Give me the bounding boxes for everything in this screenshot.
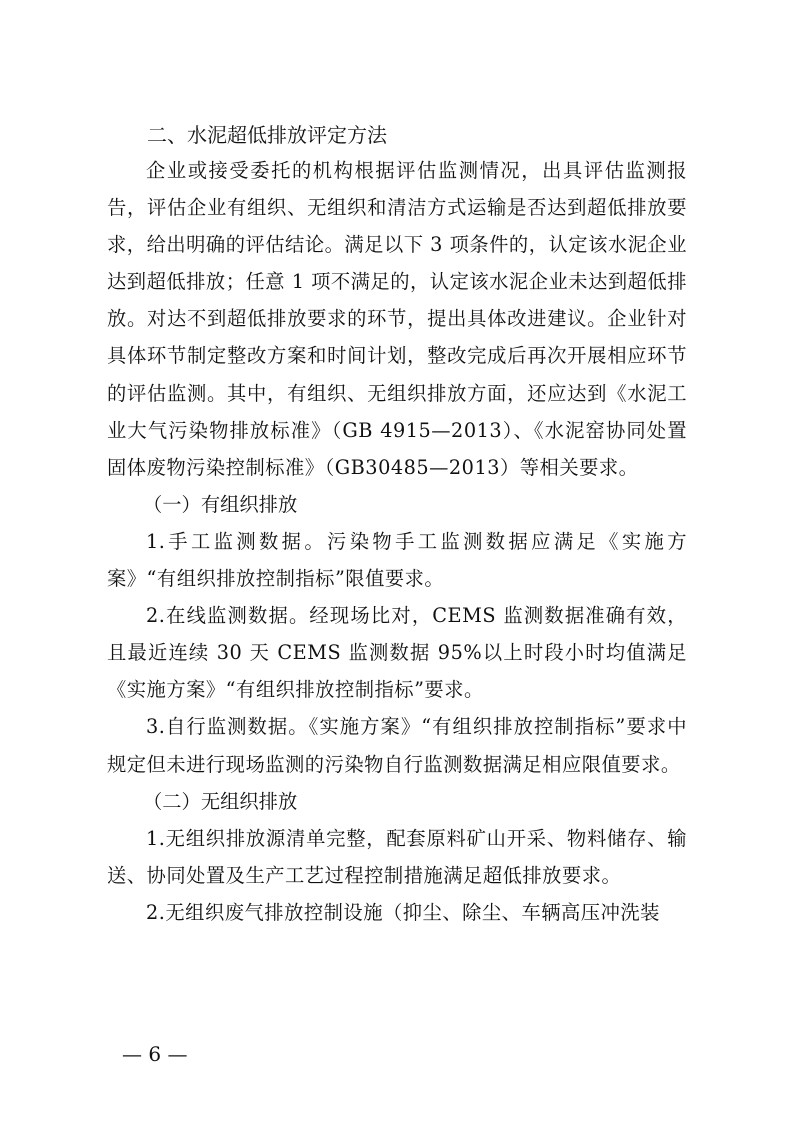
- unorganized-item-1: 1.无组织排放源清单完整，配套原料矿山开采、物料储存、输送、协同处置及生产工艺过程控制措施满足超低排放要求。: [107, 826, 687, 887]
- subsection-title-organized: （一）有组织排放: [143, 492, 298, 516]
- unorganized-item-2: 2.无组织废气排放控制设施（抑尘、除尘、车辆高压冲洗装: [146, 900, 660, 924]
- page-number: — 6 —: [122, 1042, 188, 1066]
- intro-paragraph: 企业或接受委托的机构根据评估监测情况，出具评估监测报告，评估企业有组织、无组织和清洁方式运输是否达到超低排放要求，给出明确的评估结论。满足以下 3 项条件的，认定该水泥企业达到超低排放；任意 1 项不满足的，认定该水泥企业未达到超低排放。对达不到超低排放要求的环节，提出具体改进建议。企业针对具体环节制定整改方案和时间计划，整改完成后再次开展相应环节的评估监测。其中，有组织、无组织排放方面，还应达到《水泥工业大气污染物排放标准》（GB 4915—2013）、《水泥窑协同处置固体废物污染控制标准》（GB30485—2013）等相关要求。: [107, 159, 687, 479]
- organized-item-3: 3.自行监测数据。《实施方案》“有组织排放控制指标”要求中规定但未进行现场监测的污染物自行监测数据满足相应限值要求。: [107, 715, 687, 776]
- subsection-title-unorganized: （二）无组织排放: [143, 789, 298, 813]
- page-content: [107, 118, 687, 931]
- section-heading: 二、水泥超低排放评定方法: [147, 123, 387, 147]
- organized-item-1: 1.手工监测数据。污染物手工监测数据应满足《实施方案》“有组织排放控制指标”限值要求。: [107, 529, 687, 591]
- organized-item-2: 2.在线监测数据。经现场比对，CEMS 监测数据准确有效，且最近连续 30 天 CEMS 监测数据 95%以上时段小时均值满足《实施方案》“有组织排放控制指标”要求。: [107, 604, 687, 702]
